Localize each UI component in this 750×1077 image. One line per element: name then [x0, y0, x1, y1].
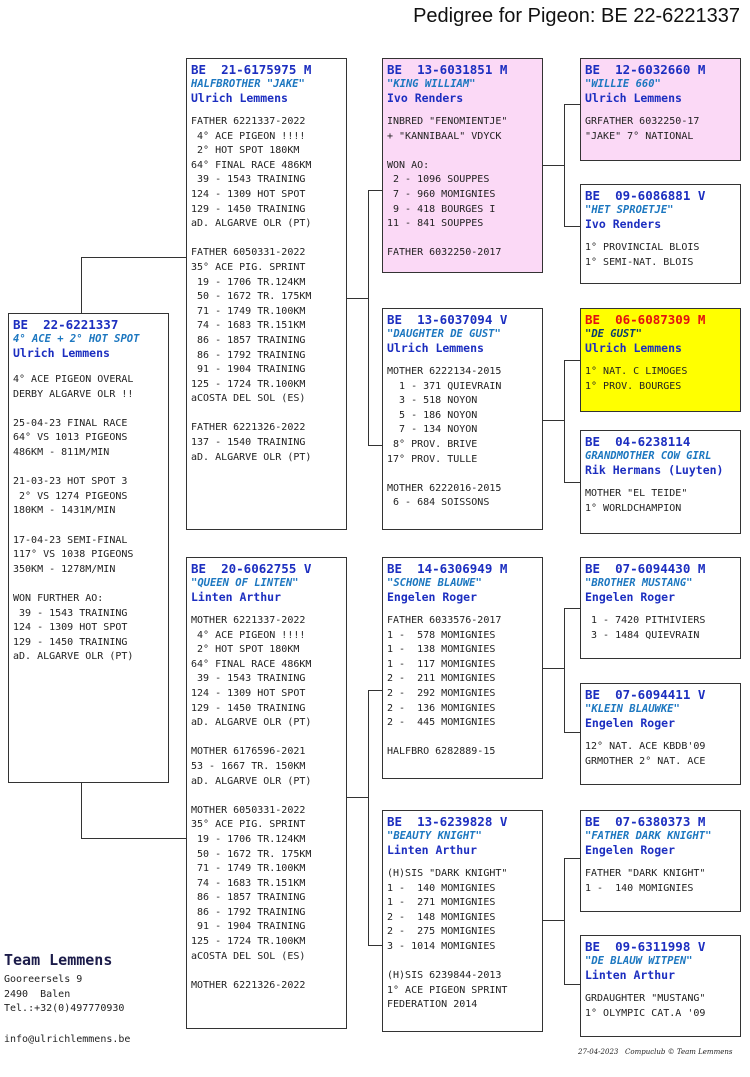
- team-address: Gooreersels 9 2490 Balen Tel.:+32(0)497770930: [4, 974, 125, 1014]
- connector: [564, 858, 565, 984]
- pigeon-name: HALFBROTHER "JAKE": [191, 78, 305, 90]
- pigeon-name: "DAUGHTER DE GUST": [387, 328, 501, 340]
- pigeon-card-sire-sire[interactable]: [382, 58, 543, 273]
- pigeon-details: FATHER "DARK KNIGHT" 1 - 140 MOMIGNIES: [585, 868, 706, 894]
- connector: [564, 984, 581, 985]
- owner-name: Engelen Roger: [585, 716, 676, 730]
- pigeon-name: 4° ACE + 2° HOT SPOT: [13, 333, 140, 345]
- connector: [81, 257, 187, 258]
- pigeon-name: "DE BLAUW WITPEN": [585, 955, 693, 967]
- pigeon-details: 1° PROVINCIAL BLOIS 1° SEMI-NAT. BLOIS: [585, 242, 700, 268]
- pigeon-card-sire[interactable]: [186, 58, 347, 530]
- ring-number: BE 14-6306949 M: [387, 561, 508, 576]
- ring-number: BE 09-6086881 V: [585, 188, 706, 203]
- ring-number: BE 13-6037094 V: [387, 312, 508, 327]
- owner-name: Ulrich Lemmens: [13, 346, 110, 360]
- pigeon-name: "WILLIE 660": [585, 78, 661, 90]
- ring-number: BE 07-6094411 V: [585, 687, 706, 702]
- pigeon-details: MOTHER 6221337-2022 4° ACE PIGEON !!!! 2° HOT SPOT 180KM 64° FINAL RACE 486KM 39 - 1543 TRAINING 124 - 1309 HOT SPOT 129 - 1450 TRAINING aD. ALGARVE OLR (PT) MOTHER 6176596-2021 53 - 1667 TR. 150KM aD. ALGARVE OLR (PT) MOTHER 6050331-2022 35° ACE PIG. SPRINT 19 - 1706 TR.124KM 50 - 1672 TR. 175KM 71 - 1749 TR.100KM 74 - 1683 TR.151KM 86 - 1857 TRAINING 86 - 1792 TRAINING 91 - 1904 TRAINING 125 - 1724 TR.100KM aCOSTA DEL SOL (ES) MOTHER 6221326-2022: [191, 615, 312, 991]
- owner-name: Ulrich Lemmens: [585, 91, 682, 105]
- owner-name: Engelen Roger: [585, 843, 676, 857]
- pigeon-details: GRDAUGHTER "MUSTANG" 1° OLYMPIC CAT.A '09: [585, 993, 706, 1019]
- pigeon-details: 1 - 7420 PITHIVIERS 3 - 1484 QUIEVRAIN: [591, 615, 706, 641]
- pigeon-details: MOTHER 6222134-2015 1 - 371 QUIEVRAIN 3 - 518 NOYON 5 - 186 NOYON 7 - 134 NOYON 8° PROV. BRIVE 17° PROV. TULLE MOTHER 6222016-2015 6 - 684 SOISSONS: [387, 366, 502, 509]
- pigeon-name: "FATHER DARK KNIGHT": [585, 830, 712, 842]
- pigeon-details: (H)SIS "DARK KNIGHT" 1 - 140 MOMIGNIES 1 - 271 MOMIGNIES 2 - 148 MOMIGNIES 2 - 275 MOMIGNIES 3 - 1014 MOMIGNIES (H)SIS 6239844-2013 1° ACE PIGEON SPRINT FEDERATION 2014: [387, 868, 508, 1011]
- team-email[interactable]: info@ulrichlemmens.be: [4, 1034, 131, 1045]
- ring-number: BE 20-6062755 V: [191, 561, 312, 576]
- connector: [368, 445, 383, 446]
- pigeon-details: 1° NAT. C LIMOGES 1° PROV. BOURGES: [585, 366, 688, 392]
- ring-number: BE 21-6175975 M: [191, 62, 312, 77]
- owner-name: Ulrich Lemmens: [585, 341, 682, 355]
- ring-number: BE 13-6239828 V: [387, 814, 508, 829]
- connector: [346, 298, 368, 299]
- pigeon-name: "DE GUST": [585, 328, 642, 340]
- connector: [564, 104, 565, 226]
- pigeon-details: INBRED "FENOMIENTJE" + "KANNIBAAL" VDYCK WON AO: 2 - 1096 SOUPPES 7 - 960 MOMIGNIES 9 - 418 BOURGES I 11 - 841 SOUPPES FATHER 6032250-2017: [387, 116, 508, 259]
- pigeon-card-dam-sire[interactable]: [382, 557, 543, 779]
- owner-name: Ivo Renders: [585, 217, 662, 231]
- pigeon-name: "KING WILLIAM": [387, 78, 476, 90]
- pigeon-name: "SCHONE BLAUWE": [387, 577, 482, 589]
- ring-number: BE 07-6380373 M: [585, 814, 706, 829]
- team-name: Team Lemmens: [4, 951, 113, 969]
- owner-name: Ivo Renders: [387, 91, 464, 105]
- pigeon-card-ssd[interactable]: [580, 184, 741, 284]
- connector: [368, 945, 383, 946]
- pigeon-name: "QUEEN OF LINTEN": [191, 577, 299, 589]
- connector: [564, 226, 581, 227]
- ring-number: BE 04-6238114: [585, 434, 691, 449]
- connector: [346, 797, 368, 798]
- ring-number: BE 12-6032660 M: [585, 62, 706, 77]
- pigeon-name: "HET SPROETJE": [585, 204, 674, 216]
- connector: [542, 920, 564, 921]
- pigeon-details: 12° NAT. ACE KBDB'09 GRMOTHER 2° NAT. ACE: [585, 741, 706, 767]
- pigeon-name: "BEAUTY KNIGHT": [387, 830, 482, 842]
- pigeon-card-sds[interactable]: [580, 308, 741, 412]
- connector: [542, 165, 564, 166]
- owner-name: Ulrich Lemmens: [387, 341, 484, 355]
- connector: [564, 360, 565, 482]
- connector: [368, 690, 383, 691]
- pigeon-card-root[interactable]: [8, 313, 169, 783]
- owner-name: Linten Arthur: [387, 843, 478, 857]
- ring-number: BE 06-6087309 M: [585, 312, 706, 327]
- owner-name: Engelen Roger: [387, 590, 478, 604]
- pigeon-name: GRANDMOTHER COW GIRL: [585, 450, 712, 462]
- pigeon-card-ddd[interactable]: [580, 935, 741, 1037]
- pigeon-details: GRFATHER 6032250-17 "JAKE" 7° NATIONAL: [585, 116, 700, 142]
- pigeon-details: FATHER 6221337-2022 4° ACE PIGEON !!!! 2° HOT SPOT 180KM 64° FINAL RACE 486KM 39 - 1543 TRAINING 124 - 1309 HOT SPOT 129 - 1450 TRAINING aD. ALGARVE OLR (PT) FATHER 6050331-2022 35° ACE PIG. SPRINT 19 - 1706 TR.124KM 50 - 1672 TR. 175KM 71 - 1749 TR.100KM 74 - 1683 TR.151KM 86 - 1857 TRAINING 86 - 1792 TRAINING 91 - 1904 TRAINING 125 - 1724 TR.100KM aCOSTA DEL SOL (ES) FATHER 6221326-2022 137 - 1540 TRAINING aD. ALGARVE OLR (PT): [191, 116, 312, 463]
- connector: [81, 782, 82, 838]
- connector: [564, 608, 581, 609]
- pigeon-card-dss[interactable]: [580, 557, 741, 659]
- footer-credit: 27-04-2023 Compuclub © Team Lemmens: [578, 1048, 733, 1056]
- ring-number: BE 22-6221337: [13, 317, 119, 332]
- pigeon-card-dds[interactable]: [580, 810, 741, 912]
- ring-number: BE 09-6311998 V: [585, 939, 706, 954]
- pigeon-card-sdd[interactable]: [580, 430, 741, 534]
- owner-name: Linten Arthur: [191, 590, 282, 604]
- pigeon-name: "BROTHER MUSTANG": [585, 577, 693, 589]
- page-title: Pedigree for Pigeon: BE 22-6221337: [413, 5, 740, 27]
- pigeon-details: 4° ACE PIGEON OVERAL DERBY ALGARVE OLR !! 25-04-23 FINAL RACE 64° VS 1013 PIGEONS 486KM - 811M/MIN 21-03-23 HOT SPOT 3 2° VS 1274 PIGEONS 180KM - 1431M/MIN 17-04-23 SEMI-FINAL 117° VS 1038 PIGEONS 350KM - 1278M/MIN WON FURTHER AO: 39 - 1543 TRAINING 124 - 1309 HOT SPOT 129 - 1450 TRAINING aD. ALGARVE OLR (PT): [13, 374, 134, 663]
- owner-name: Linten Arthur: [585, 968, 676, 982]
- pigeon-card-sire-dam[interactable]: [382, 308, 543, 530]
- pigeon-details: MOTHER "EL TEIDE" 1° WORLDCHAMPION: [585, 488, 688, 514]
- pigeon-card-dsd[interactable]: [580, 683, 741, 785]
- connector: [564, 608, 565, 732]
- owner-name: Ulrich Lemmens: [191, 91, 288, 105]
- owner-name: Engelen Roger: [585, 590, 676, 604]
- connector: [368, 190, 383, 191]
- connector: [368, 190, 369, 445]
- pigeon-card-sss[interactable]: [580, 58, 741, 161]
- pigeon-name: "KLEIN BLAUWKE": [585, 703, 680, 715]
- connector: [564, 732, 581, 733]
- connector: [564, 104, 581, 105]
- connector: [368, 690, 369, 945]
- connector: [542, 420, 564, 421]
- pigeon-details: FATHER 6033576-2017 1 - 578 MOMIGNIES 1 - 138 MOMIGNIES 1 - 117 MOMIGNIES 2 - 211 MOMIGNIES 2 - 292 MOMIGNIES 2 - 136 MOMIGNIES 2 - 445 MOMIGNIES HALFBRO 6282889-15: [387, 615, 502, 758]
- connector: [564, 482, 581, 483]
- connector: [564, 858, 581, 859]
- pigeon-card-dam[interactable]: [186, 557, 347, 1029]
- ring-number: BE 13-6031851 M: [387, 62, 508, 77]
- pigeon-card-dam-dam[interactable]: [382, 810, 543, 1032]
- connector: [542, 668, 564, 669]
- owner-name: Rik Hermans (Luyten): [585, 463, 724, 477]
- connector: [81, 838, 187, 839]
- connector: [564, 360, 581, 361]
- ring-number: BE 07-6094430 M: [585, 561, 706, 576]
- connector: [81, 257, 82, 313]
